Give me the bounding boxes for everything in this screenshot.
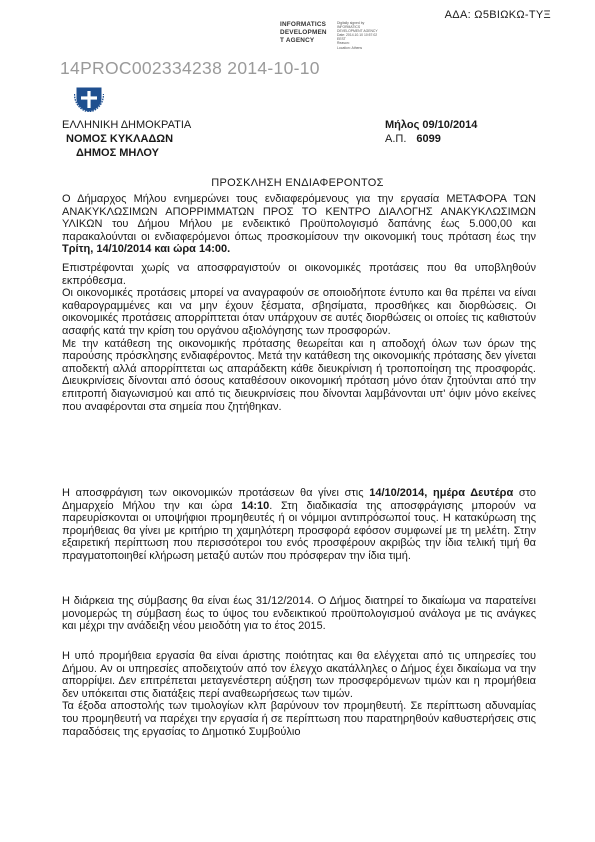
- paragraph-opening: [62, 487, 536, 563]
- duration-text: Η διάρκεια της σύμβασης θα είναι έως 31/12/2014. Ο Δήμος διατηρεί το δικαίωμα να παρατείνει μονομερώς τη σύμβαση έως το ύψος του ενδεικτικού προϋπολογισμού ανάλογα με τις ανάγκες και μέχρι την ανάδειξη νέου μειοδότη για το έτος 2015.: [62, 595, 536, 633]
- paragraph-quality: [62, 650, 536, 738]
- issuer-prefecture: ΝΟΜΟΣ ΚΥΚΛΑΔΩΝ: [66, 133, 174, 145]
- issuer-header: [62, 118, 191, 160]
- document-meta: [385, 118, 477, 146]
- signature-name-line: DEVELOPMEN: [280, 29, 327, 36]
- protocol-line: [385, 132, 477, 146]
- signature-name-line: T AGENCY: [280, 37, 315, 44]
- deadline-text: Τρίτη, 14/10/2014 και ώρα 14:00.: [62, 243, 231, 256]
- signature-detail-line: EEST: [337, 37, 346, 42]
- signature-name-line: INFORMATICS: [280, 21, 327, 28]
- opening-date: 14/10/2014, ημέρα Δευτέρα: [369, 487, 514, 499]
- signature-details: [337, 21, 378, 50]
- terms-line: Με την κατάθεση της οικονομικής πρότασης θεωρείται και η αποδοχή όλων των όρων της παρούσης πρόσκλησης ενδιαφέροντος. Μετά την κατάθεση της οικονομικής πρότασης δεν γίνεται αποδεκτή αλλά απορρίπτεται ως απαράδεκτη κάθε διευκρίνιση ή τροποποίηση της προσφοράς. Διευκρινίσεις δίνονται από όσους καταθέσουν οικονομική πρόταση μόνο όταν ζητούνται από την επιτροπή διαγωνισμού και από τις διευκρινίσεις που δίνονται λαμβάνονται υπ' όψιν μόνο εκείνες που αναφέρονται στα σημεία που ζητήθηκαν.: [62, 337, 536, 413]
- signature-name: [280, 21, 327, 45]
- issuer-country: ΕΛΛΗΝΙΚΗ ΔΗΜΟΚΡΑΤΙΑ: [62, 119, 192, 131]
- signature-detail-line: Reason:: [337, 41, 350, 46]
- signature-detail-line: INFORMATICS: [337, 25, 361, 30]
- opening-time: 14:10: [241, 499, 270, 512]
- paragraph-duration: [62, 595, 536, 633]
- protocol-number: 6099: [416, 133, 441, 145]
- opening-text: Η αποσφράγιση των οικονομικών προτάσεων θα γίνει στις: [62, 487, 370, 499]
- paragraph-intro: [62, 193, 536, 256]
- opening-text: στο Δημαρχείο Μήλου την και ώρα: [62, 487, 537, 512]
- document-date: Μήλος 09/10/2014: [385, 119, 478, 131]
- terms-line: Οι οικονομικές προτάσεις μπορεί να αναγραφούν σε οποιοδήποτε έντυπο και θα πρέπει να είναι καθαρογραμμένες και να μην έχουν ξέσματα, σβησίματα, προσθήκες και διορθώσεις. Οι οικονομικές προτάσεις απορρίπτεται όταν υπάρχουν σε αυτές διορθώσεις οι οποίες τις καθιστούν ασαφής κατά την κρίση του οργάνου αξιολόγησης των προσφορών.: [62, 287, 536, 337]
- opening-text: . Στη διαδικασία της αποσφράγισης μπορούν να παρευρίσκονται οι υποψήφιοι προμηθευτές ή οι νόμιμοι αντιπρόσωποί τους. Η κατακύρωση της προμήθειας θα γίνει με κριτήριο τη χαμηλότερη προσφορά εφόσον συμφωνεί με τη μελέτη. Στην εξαιρετική περίπτωση που περισσότεροι του ενός προσφέρουν ακριβώς την ίδια τελική τιμή θα πραγματοποιηθεί κλήρωση μεταξύ αυτών που πρόσφεραν την ίδια τιμή.: [62, 499, 536, 562]
- signature-detail-line: DEVELOPMENT AGENCY: [337, 29, 378, 34]
- paragraph-terms: [62, 262, 536, 413]
- quality-line: Η υπό προμήθεια εργασία θα είναι άριστης ποιότητας και θα ελέγχεται από τις υπηρεσίες του Δήμου. Αν οι υπηρεσίες αποδειχτούν από τον έλεγχο ακατάλληλες ο Δήμος έχει δικαίωμα να την απορρίψει. Δεν επιτρέπεται μεταγενέστερη αύξηση των προσφερόμενων τιμών και η προμήθεια δεν υπόκειται στις διατάξεις περί αναθεωρήσεως των τιμών.: [62, 650, 536, 700]
- proc-number-watermark: 14PROC002334238 2014-10-10: [60, 58, 320, 78]
- signature-detail-line: Date: 2014.10.10 10:57:02: [337, 33, 378, 38]
- intro-text: Ο Δήμαρχος Μήλου ενημερώνει τους ενδιαφερόμενους για την εργασία ΜΕΤΑΦΟΡΑ ΤΩΝ ΑΝΑΚΥΚΛΩΣΙΜΩΝ ΑΠΟΡΡΙΜΜΑΤΩΝ ΠΡΟΣ ΤΟ ΚΕΝΤΡΟ ΔΙΑΛΟΓΗΣ ΑΝΑΚΥΚΛΩΣΙΜΩΝ ΥΛΙΚΩΝ του Δήμου Μήλου με ενδεικτικό Προϋπολογισμό δαπάνης έως 5.000,00 και παρακαλούνται οι ενδιαφερόμενοι όπως προσκομίσουν την οικονομική τους πρόταση έως την: [62, 193, 536, 243]
- greek-coat-of-arms-icon: [74, 84, 104, 112]
- ada-code: ΑΔΑ: Ω5ΒΙΩΚΩ-ΤΥΞ: [444, 9, 551, 21]
- issuer-municipality: ΔΗΜΟΣ ΜΗΛΟΥ: [76, 147, 159, 159]
- quality-line: Τα έξοδα αποστολής των τιμολογίων κλπ βαρύνουν τον προμηθευτή. Σε περίπτωση αδυναμίας του προμηθευτή να παρέχει την εργασία ή σε περίπτωση που παρατηρηθούν καθυστερήσεις στις παραδόσεις της εργασίας το Δημοτικό Συμβούλιο: [62, 700, 536, 738]
- protocol-label: Α.Π.: [385, 133, 407, 145]
- signature-detail-line: Location: Athens: [337, 45, 363, 50]
- document-title: ΠΡΟΣΚΛΗΣΗ ΕΝΔΙΑΦΕΡΟΝΤΟΣ: [211, 177, 384, 189]
- digital-signature-block: [280, 21, 520, 51]
- terms-line: Επιστρέφονται χωρίς να αποσφραγιστούν οι οικονομικές προτάσεις που θα υποβληθούν εκπρόθεσμα.: [62, 262, 536, 287]
- signature-detail-line: Digitally signed by: [337, 21, 365, 25]
